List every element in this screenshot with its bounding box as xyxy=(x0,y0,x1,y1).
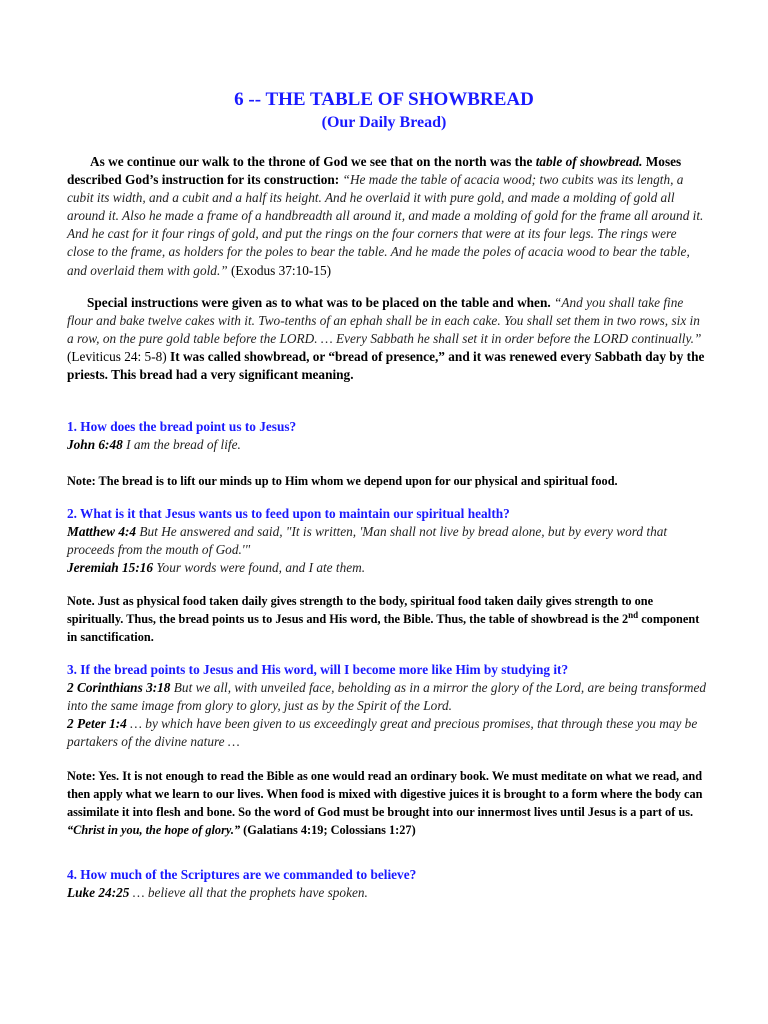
verse-reference: Matthew 4:4 xyxy=(67,524,137,540)
scripture-reference: (Exodus 37:10-15) xyxy=(227,262,332,278)
verse-text: But He answered and said, "It is written, 'Man shall not live by bread alone, but by every word that proceeds from the mouth of God.'" xyxy=(67,524,668,558)
question-3 xyxy=(67,661,707,751)
scripture-reference: (Leviticus 24: 5-8) xyxy=(67,349,167,365)
question-4 xyxy=(67,866,707,902)
page-title: 6 -- THE TABLE OF SHOWBREAD xyxy=(234,89,534,110)
question-heading: 4. How much of the Scriptures are we commanded to believe? xyxy=(67,867,417,882)
note-text-end: (Galatians 4:19; Colossians 1:27) xyxy=(240,823,416,838)
note-3 xyxy=(67,767,707,839)
intro-text: Special instructions were given as to what was to be placed on the table and when. xyxy=(87,295,551,310)
question-2 xyxy=(67,505,707,577)
note-1: Note: The bread is to lift our minds up to Him whom we depend upon for our physical and spiritual food. xyxy=(67,474,618,488)
verse-reference: 2 Peter 1:4 xyxy=(67,716,127,732)
question-heading: 3. If the bread points to Jesus and His word, will I become more like Him by studying it? xyxy=(67,662,569,677)
verse-text: I am the bread of life. xyxy=(122,437,241,453)
intro-paragraph-1 xyxy=(67,153,707,280)
intro-emphasis: table of showbread. xyxy=(535,154,643,169)
verse-text: But we all, with unveiled face, beholding as in a mirror the glory of the Lord, are being transformed into the same image from glory to glory, just as by the Spirit of the Lord. xyxy=(67,680,706,714)
verse-reference: Luke 24:25 xyxy=(67,885,130,901)
verse-text: … believe all that the prophets have spoken. xyxy=(129,885,368,901)
note-2 xyxy=(67,592,707,646)
verse-reference: Jeremiah 15:16 xyxy=(67,560,154,576)
intro-text-2: Moses described God’s instruction for its construction: xyxy=(67,154,682,188)
question-heading: 1. How does the bread point us to Jesus? xyxy=(67,419,297,434)
verse-text: … by which have been given to us exceedingly great and precious promises, that through these you may be partakers of the divine nature … xyxy=(67,716,698,750)
intro-text: As we continue our walk to the throne of God we see that on the north was the xyxy=(90,154,536,169)
note-text: Note. Just as physical food taken daily gives strength to the body, spiritual food taken daily gives strength to one spiritually. Thus, the bread points us to Jesus and His word, the Bible. Thus, the table of showbread is the 2 xyxy=(67,594,654,627)
verse-reference: 2 Corinthians 3:18 xyxy=(67,680,171,696)
scripture-quote: “He made the table of acacia wood; two cubits was its length, a cubit its width, and a cubit and a half its height. And he overlaid it with pure gold, and made a molding of gold all around it. Also he made a frame of a handbreadth all around it, and made a molding of gold for the frame all around it. And he cast for it four rings of gold, and put the rings on the four corners that were at its four legs. The rings were close to the frame, as holders for the poles to bear the table. And he made the poles of acacia wood to bear the table, and overlaid them with gold.” xyxy=(67,172,704,278)
note-text: Note: Yes. It is not enough to read the Bible as one would read an ordinary book. We must meditate on what we read, and then apply what we learn to our lives. When food is mixed with digestive juices it is brought to a form where the body can assimilate it into flesh and bone. So the word of God must be brought into our innermost lives until Jesus is a part of us. xyxy=(67,769,703,820)
note-text-end: component in sanctification. xyxy=(67,612,700,645)
question-heading: 2. What is it that Jesus wants us to feed upon to maintain our spiritual health? xyxy=(67,506,510,521)
verse-text: Your words were found, and I ate them. xyxy=(153,560,366,576)
note-quote: “Christ in you, the hope of glory.” xyxy=(67,823,241,838)
intro-paragraph-2 xyxy=(67,294,707,384)
intro-text-2: It was called showbread, or “bread of presence,” and it was renewed every Sabbath day by the priests. This bread had a very significant meaning. xyxy=(67,349,705,383)
page-subtitle: (Our Daily Bread) xyxy=(321,114,447,131)
verse-reference: John 6:48 xyxy=(67,437,123,453)
scripture-quote: “And you shall take fine flour and bake twelve cakes with it. Two-tenths of an ephah shall be in each cake. You shall set them in two rows, six in a row, on the pure gold table before the LORD. … Every Sabbath he shall set it in order before the LORD continually.” xyxy=(67,295,702,347)
question-1 xyxy=(67,418,707,454)
ordinal-suffix: nd xyxy=(628,610,639,620)
